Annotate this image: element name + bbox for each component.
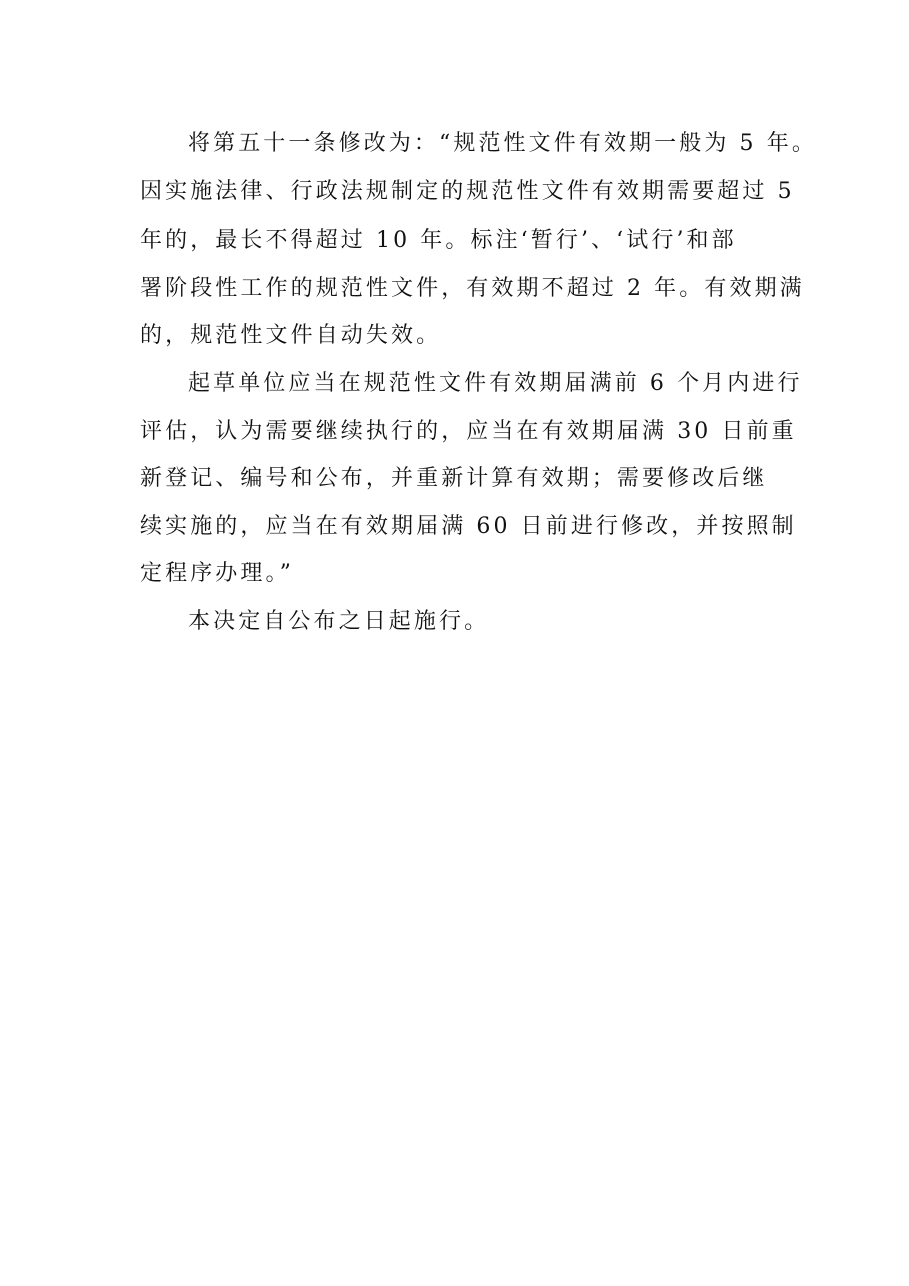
paragraph-1-line-1: 将第五十一条修改为：“规范性文件有效期一般为 5 年。: [188, 131, 817, 156]
paragraph-2-line-5: 定程序办理。”: [140, 561, 294, 586]
paragraph-1-line-4: 署阶段性工作的规范性文件，有效期不超过 2 年。有效期满: [140, 276, 805, 301]
paragraph-2-line-3: 新登记、编号和公布，并重新计算有效期；需要修改后继: [140, 466, 768, 491]
paragraph-2-line-4: 续实施的，应当在有效期届满 60 日前进行修改，并按照制: [140, 514, 797, 539]
paragraph-3-line-1: 本决定自公布之日起施行。: [188, 609, 490, 634]
paragraph-1-line-2: 因实施法律、行政法规制定的规范性文件有效期需要超过 5: [140, 179, 795, 204]
paragraph-1-line-3: 年的，最长不得超过 10 年。标注‘暂行’、‘试行’和部: [140, 228, 737, 253]
paragraph-2-line-2: 评估，认为需要继续执行的，应当在有效期届满 30 日前重: [140, 419, 797, 444]
paragraph-1-line-5: 的，规范性文件自动失效。: [140, 323, 442, 348]
paragraph-2-line-1: 起草单位应当在规范性文件有效期届满前 6 个月内进行: [188, 371, 803, 396]
